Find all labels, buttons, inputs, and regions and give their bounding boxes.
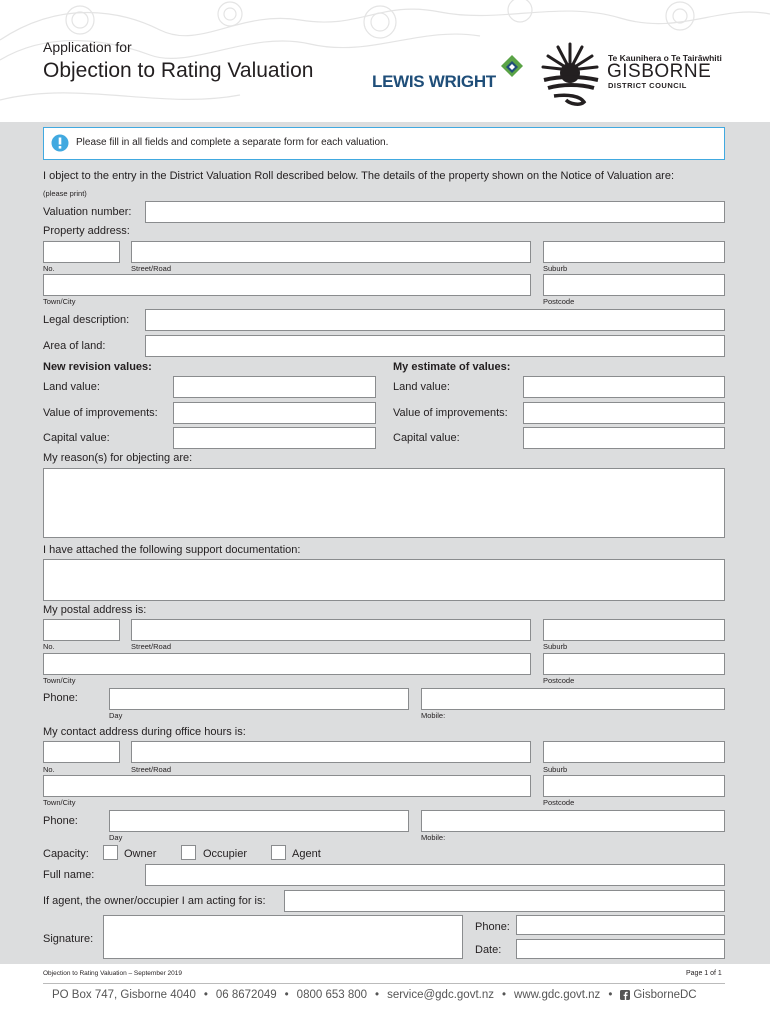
- contact-postcode-caption: Postcode: [543, 798, 575, 807]
- contact-no-field[interactable]: [43, 741, 120, 763]
- postal-street-field[interactable]: [131, 619, 531, 641]
- postal-day-caption: Day: [109, 711, 123, 720]
- notice-text: Please fill in all fields and complete a separate form for each valuation.: [76, 137, 389, 148]
- occupier-checkbox[interactable]: [181, 845, 196, 860]
- postal-postcode-field[interactable]: [543, 653, 725, 675]
- revision-capital-field[interactable]: [173, 427, 376, 449]
- postal-mobile-caption: Mobile:: [421, 711, 446, 720]
- info-icon: [51, 134, 69, 152]
- phone-text[interactable]: 06 8672049: [215, 989, 277, 1001]
- capacity-label: Capacity:: [43, 848, 89, 860]
- postal-phone-label: Phone:: [43, 692, 78, 704]
- header: [0, 0, 770, 122]
- postal-town-field[interactable]: [43, 653, 531, 675]
- contact-suburb-field[interactable]: [543, 741, 725, 763]
- estimate-capital-field[interactable]: [523, 427, 725, 449]
- estimate-land-label: Land value:: [393, 381, 450, 393]
- freephone-text[interactable]: 0800 653 800: [296, 989, 368, 1001]
- valuation-number-label: Valuation number:: [43, 206, 132, 218]
- agent-for-field[interactable]: [284, 890, 725, 912]
- revision-land-label: Land value:: [43, 381, 100, 393]
- contact-street-caption: Street/Road: [131, 765, 172, 774]
- signature-date-label: Date:: [475, 944, 502, 956]
- lewis-wright-logo: LEWIS WRIGHT: [372, 72, 496, 91]
- full-name-field[interactable]: [145, 864, 725, 886]
- contact-label: My contact address during office hours is:: [43, 726, 246, 738]
- page-number: Page 1 of 1: [686, 970, 722, 977]
- contact-town-field[interactable]: [43, 775, 531, 797]
- property-street-caption: Street/Road: [131, 264, 172, 273]
- contact-street-field[interactable]: [131, 741, 531, 763]
- agent-checkbox[interactable]: [271, 845, 286, 860]
- contact-phone-label: Phone:: [43, 815, 78, 827]
- contact-phone-mobile-field[interactable]: [421, 810, 725, 832]
- property-no-field[interactable]: [43, 241, 120, 263]
- estimate-land-field[interactable]: [523, 376, 725, 398]
- postal-no-field[interactable]: [43, 619, 120, 641]
- lewis-wright-diamond-icon: [500, 54, 524, 80]
- facebook-icon: [620, 990, 630, 1000]
- separator: •: [501, 989, 507, 1001]
- form-subtitle: Application for: [43, 39, 132, 55]
- separator: •: [203, 989, 208, 1001]
- postal-town-caption: Town/City: [43, 676, 76, 685]
- revision-capital-label: Capital value:: [43, 432, 110, 444]
- postal-suburb-field[interactable]: [543, 619, 725, 641]
- contact-town-caption: Town/City: [43, 798, 76, 807]
- property-suburb-field[interactable]: [543, 241, 725, 263]
- intro-text: I object to the entry in the District Valuation Roll described below. The details of the property shown on the Notice of Valuation are:: [43, 170, 675, 182]
- print-note: (please print): [43, 189, 87, 198]
- signature-phone-field[interactable]: [516, 915, 725, 935]
- revision-heading: New revision values:: [43, 361, 152, 373]
- website-link[interactable]: www.gdc.govt.nz: [514, 989, 601, 1001]
- revision-land-field[interactable]: [173, 376, 376, 398]
- occupier-label: Occupier: [203, 848, 248, 860]
- postal-phone-day-field[interactable]: [109, 688, 409, 710]
- legal-description-label: Legal description:: [43, 314, 130, 326]
- property-no-caption: No.: [43, 264, 55, 273]
- separator: •: [284, 989, 289, 1001]
- separator: •: [375, 989, 380, 1001]
- reasons-label: My reason(s) for objecting are:: [43, 452, 193, 464]
- council-name: GISBORNE: [607, 61, 712, 82]
- postal-label: My postal address is:: [43, 604, 147, 616]
- signature-phone-label: Phone:: [475, 921, 510, 933]
- contact-mobile-caption: Mobile:: [421, 833, 446, 842]
- area-label: Area of land:: [43, 340, 106, 352]
- reasons-field[interactable]: [43, 468, 725, 538]
- property-town-caption: Town/City: [43, 297, 76, 306]
- docs-field[interactable]: [43, 559, 725, 601]
- po-box-text: PO Box 747, Gisborne 4040: [52, 989, 196, 1001]
- owner-checkbox[interactable]: [103, 845, 118, 860]
- council-subname: DISTRICT COUNCIL: [608, 81, 687, 90]
- contact-phone-day-field[interactable]: [109, 810, 409, 832]
- gisborne-sun-logo-icon: [540, 40, 602, 108]
- property-postcode-caption: Postcode: [543, 297, 575, 306]
- postal-phone-mobile-field[interactable]: [421, 688, 725, 710]
- postal-street-caption: Street/Road: [131, 642, 172, 651]
- full-name-label: Full name:: [43, 869, 95, 881]
- estimate-capital-label: Capital value:: [393, 432, 460, 444]
- agent-label: Agent: [292, 848, 321, 860]
- postal-no-caption: No.: [43, 642, 55, 651]
- contact-suburb-caption: Suburb: [543, 765, 568, 774]
- social-link[interactable]: [620, 989, 696, 1001]
- property-postcode-field[interactable]: [543, 274, 725, 296]
- contact-line: [52, 989, 697, 1001]
- property-suburb-caption: Suburb: [543, 264, 568, 273]
- postal-suburb-caption: Suburb: [543, 642, 568, 651]
- property-town-field[interactable]: [43, 274, 531, 296]
- estimate-improvements-label: Value of improvements:: [393, 407, 508, 419]
- revision-improvements-field[interactable]: [173, 402, 376, 424]
- property-address-label: Property address:: [43, 225, 130, 237]
- signature-label: Signature:: [43, 933, 94, 945]
- contact-postcode-field[interactable]: [543, 775, 725, 797]
- page-title: Objection to Rating Valuation: [43, 59, 314, 82]
- email-link[interactable]: service@gdc.govt.nz: [387, 989, 494, 1001]
- valuation-number-field[interactable]: [145, 201, 725, 223]
- docs-label: I have attached the following support documentation:: [43, 544, 301, 556]
- form-reference: Objection to Rating Valuation – September 2019: [43, 970, 182, 977]
- council-maori-name: Te Kaunihera o Te Tairāwhiti: [608, 53, 722, 63]
- area-field[interactable]: [145, 335, 725, 357]
- postal-postcode-caption: Postcode: [543, 676, 575, 685]
- estimate-heading: My estimate of values:: [393, 361, 511, 373]
- estimate-improvements-field[interactable]: [523, 402, 725, 424]
- owner-label: Owner: [124, 848, 157, 860]
- footer-divider: [43, 983, 725, 984]
- agent-for-label: If agent, the owner/occupier I am acting for is:: [43, 895, 266, 907]
- separator: •: [608, 989, 613, 1001]
- social-handle: GisborneDC: [633, 989, 697, 1001]
- contact-no-caption: No.: [43, 765, 55, 774]
- contact-day-caption: Day: [109, 833, 123, 842]
- property-street-field[interactable]: [131, 241, 531, 263]
- legal-description-field[interactable]: [145, 309, 725, 331]
- signature-field[interactable]: [103, 915, 463, 959]
- signature-date-field[interactable]: [516, 939, 725, 959]
- revision-improvements-label: Value of improvements:: [43, 407, 158, 419]
